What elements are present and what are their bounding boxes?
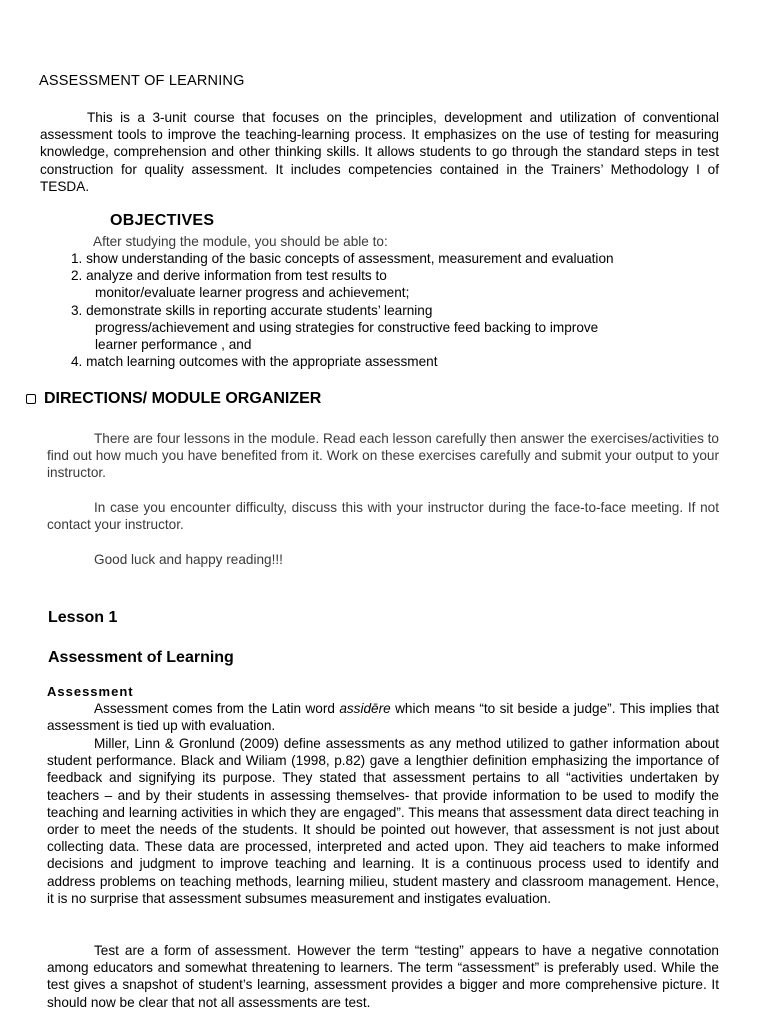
lesson-number: Lesson 1	[48, 609, 118, 626]
objectives-heading: OBJECTIVES	[110, 212, 215, 229]
directions-paragraph-3: Good luck and happy reading!!!	[94, 552, 283, 567]
objectives-list	[0, 250, 768, 370]
objective-item-continued: progress/achievement and using strategies for constructive feed backing to improve	[95, 319, 599, 335]
objective-item: 2. analyze and derive information from test results to	[71, 268, 387, 284]
objective-item: 4. match learning outcomes with the appropriate assessment	[71, 354, 438, 370]
assessment-paragraph-1	[47, 700, 719, 734]
directions-paragraph-1: There are four lessons in the module. Read each lesson carefully then answer the exercises/activities to find out how much you have benefited from it. Work on these exercises carefully and submit your output to your instructor.	[47, 431, 719, 481]
objectives-lead	[93, 233, 388, 250]
assessment-paragraph-3: Test are a form of assessment. However the term “testing” appears to have a negative connotation among educators and somewhat threatening to learners. The term “assessment” is preferably used. While the test gives a snapshot of student’s learning, assessment provides a bigger and more comprehensive picture. It should now be clear that not all assessments are test.	[47, 943, 719, 1010]
objective-item: 1. show understanding of the basic concepts of assessment, measurement and evaluation	[71, 251, 614, 266]
directions-heading-text: DIRECTIONS/ MODULE ORGANIZER	[44, 390, 322, 407]
directions-paragraph-2: In case you encounter difficulty, discuss this with your instructor during the face-to-face meeting. If not contact your instructor.	[47, 500, 719, 533]
section-heading: Assessment	[47, 684, 134, 699]
objective-item-continued: monitor/evaluate learner progress and achievement;	[95, 285, 410, 301]
paragraph-text: which means “to sit beside a judge”. This implies that assessment is tied up with evaluation.	[47, 701, 719, 734]
document-title: ASSESSMENT OF LEARNING	[39, 73, 245, 89]
assessment-paragraph-2: Miller, Linn & Gronlund (2009) define assessments as any method utilized to gather information about student performance. Black and Wiliam (1998, p.82) gave a lengthier definition emphasizing the importance of feedback and signifying its purpose. They stated that assessment pertains to all “activities undertaken by teachers – and by their students in assessing themselves- that provide information to be used to modify the teaching and learning activities in which they are engaged”. This means that assessment data direct teaching in order to meet the needs of the students. It should be pointed out however, that assessment is not just about collecting data. These data are processed, interpreted and acted upon. They aid teachers to make informed decisions and judgment to improve teaching and learning. It is a continuous process used to identify and address problems on teaching methods, learning milieu, student mastery and classroom management. Hence, it is no surprise that assessment subsumes measurement and instigates evaluation.	[47, 736, 719, 906]
lesson-title: Assessment of Learning	[48, 649, 234, 666]
latin-term: assidēre	[339, 701, 391, 716]
objective-item-continued: learner performance , and	[95, 337, 252, 353]
paragraph-text: Assessment comes from the Latin word	[94, 701, 340, 716]
checkbox-bullet-icon	[26, 394, 36, 404]
objective-item: 3. demonstrate skills in reporting accurate students’ learning	[71, 302, 433, 318]
course-description: This is a 3-unit course that focuses on the principles, development and utilization of conventional assessment tools to improve the teaching-learning process. It emphasizes on the use of testing for measuring knowledge, comprehension and other thinking skills. It allows students to go through the standard steps in test construction for quality assessment. It includes competencies contained in the Trainers’ Methodology I of TESDA.	[40, 110, 719, 194]
objectives-lead-text: After studying the module, you should be able to:	[93, 234, 388, 249]
directions-heading	[26, 390, 321, 408]
